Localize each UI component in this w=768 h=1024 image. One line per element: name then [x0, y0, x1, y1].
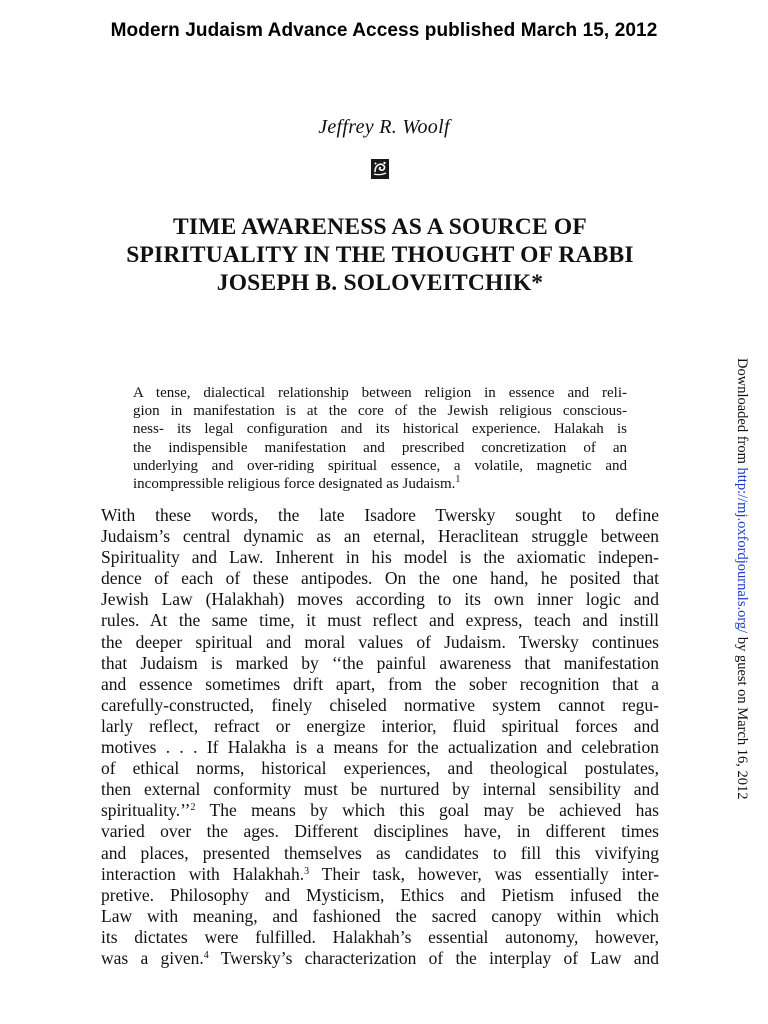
- body-line: of ethical norms, historical experiences, and theological postulates,: [101, 758, 659, 779]
- body-line: rules. At the same time, it must reflect and express, teach and instill: [101, 610, 659, 631]
- body-line: [101, 864, 659, 885]
- body-line: and essence sometimes drift apart, from the sober recognition that a: [101, 673, 659, 694]
- body-line-text: Twersky’s characterization of the interplay of Law and: [208, 947, 659, 968]
- body-line: Judaism’s central dynamic as an eternal, Heraclitean struggle between: [101, 526, 659, 547]
- title-line: JOSEPH B. SOLOVEITCHIK*: [216, 270, 544, 296]
- body-line: larly reflect, refract or energize interior, fluid spiritual forces and: [101, 715, 659, 736]
- decorative-ornament-icon: [371, 159, 389, 179]
- footnote-ref[interactable]: 2: [190, 802, 196, 814]
- body-line: then external conformity must be nurtured by internal sensibility and: [101, 779, 659, 800]
- download-notice-suffix: by guest on March 16, 2012: [734, 633, 750, 800]
- body-line: the deeper spiritual and moral values of Judaism. Twersky continues: [101, 631, 659, 652]
- body-line: carefully-constructed, finely chiseled normative system cannot regu-: [101, 694, 659, 715]
- body-line-text: spirituality.’’: [101, 800, 191, 821]
- journal-link[interactable]: http://mj.oxfordjournals.org/: [734, 467, 750, 634]
- epigraph-line-text: incompressible religious force designated as Judaism.: [133, 476, 456, 493]
- download-notice: [733, 358, 750, 800]
- body-line: its dictates were fulfilled. Halakhah’s essential autonomy, however,: [101, 926, 659, 947]
- epigraph-quote: [133, 384, 627, 493]
- body-line: that Judaism is marked by ‘‘the painful awareness that manifestation: [101, 652, 659, 673]
- body-line-text: Their task, however, was essentially inter-: [309, 863, 660, 884]
- epigraph-line: ness- its legal configuration and its historical experience. Halakah is: [133, 421, 627, 438]
- body-line: dence of each of these antipodes. On the one hand, he posited that: [101, 568, 659, 589]
- epigraph-line: A tense, dialectical relationship between religion in essence and reli-: [133, 385, 627, 401]
- body-paragraph: [101, 505, 659, 969]
- body-line: Jewish Law (Halakhah) moves according to its own inner logic and: [101, 589, 659, 610]
- body-line-text: interaction with Halakhah.: [101, 863, 305, 884]
- epigraph-line: gion in manifestation is at the core of the Jewish religious conscious-: [133, 403, 627, 420]
- epigraph-line: the indispensible manifestation and prescribed concretization of an: [133, 439, 627, 456]
- title-line: TIME AWARENESS AS A SOURCE OF: [173, 214, 587, 240]
- title-line: SPIRITUALITY IN THE THOUGHT OF RABBI: [126, 242, 634, 268]
- body-line: [101, 948, 659, 969]
- body-line: pretive. Philosophy and Mysticism, Ethics and Pietism infused the: [101, 884, 659, 905]
- footnote-ref[interactable]: 4: [203, 949, 209, 961]
- epigraph-line: [133, 475, 627, 493]
- body-line: [101, 800, 659, 821]
- body-line: Law with meaning, and fashioned the sacred canopy within which: [101, 905, 659, 926]
- article-title: [100, 213, 660, 297]
- body-line: and places, presented themselves as candidates to fill this vivifying: [101, 842, 659, 863]
- body-line-text: The means by which this goal may be achieved has: [195, 800, 659, 821]
- footnote-ref[interactable]: 1: [455, 474, 461, 486]
- body-line: Spirituality and Law. Inherent in his model is the axiomatic indepen-: [101, 547, 659, 568]
- body-line-text: was a given.: [101, 947, 204, 968]
- epigraph-line: underlying and over-riding spiritual essence, a volatile, magnetic and: [133, 457, 627, 474]
- author-name: Jeffrey R. Woolf: [318, 116, 450, 138]
- journal-header: Modern Judaism Advance Access published March 15, 2012: [110, 20, 658, 41]
- body-line: motives . . . If Halakha is a means for the actualization and celebration: [101, 737, 659, 758]
- body-line: With these words, the late Isadore Twersky sought to define: [101, 505, 659, 525]
- body-line: varied over the ages. Different disciplines have, in different times: [101, 821, 659, 842]
- footnote-ref[interactable]: 3: [304, 865, 310, 877]
- download-notice-prefix: Downloaded from: [734, 358, 750, 468]
